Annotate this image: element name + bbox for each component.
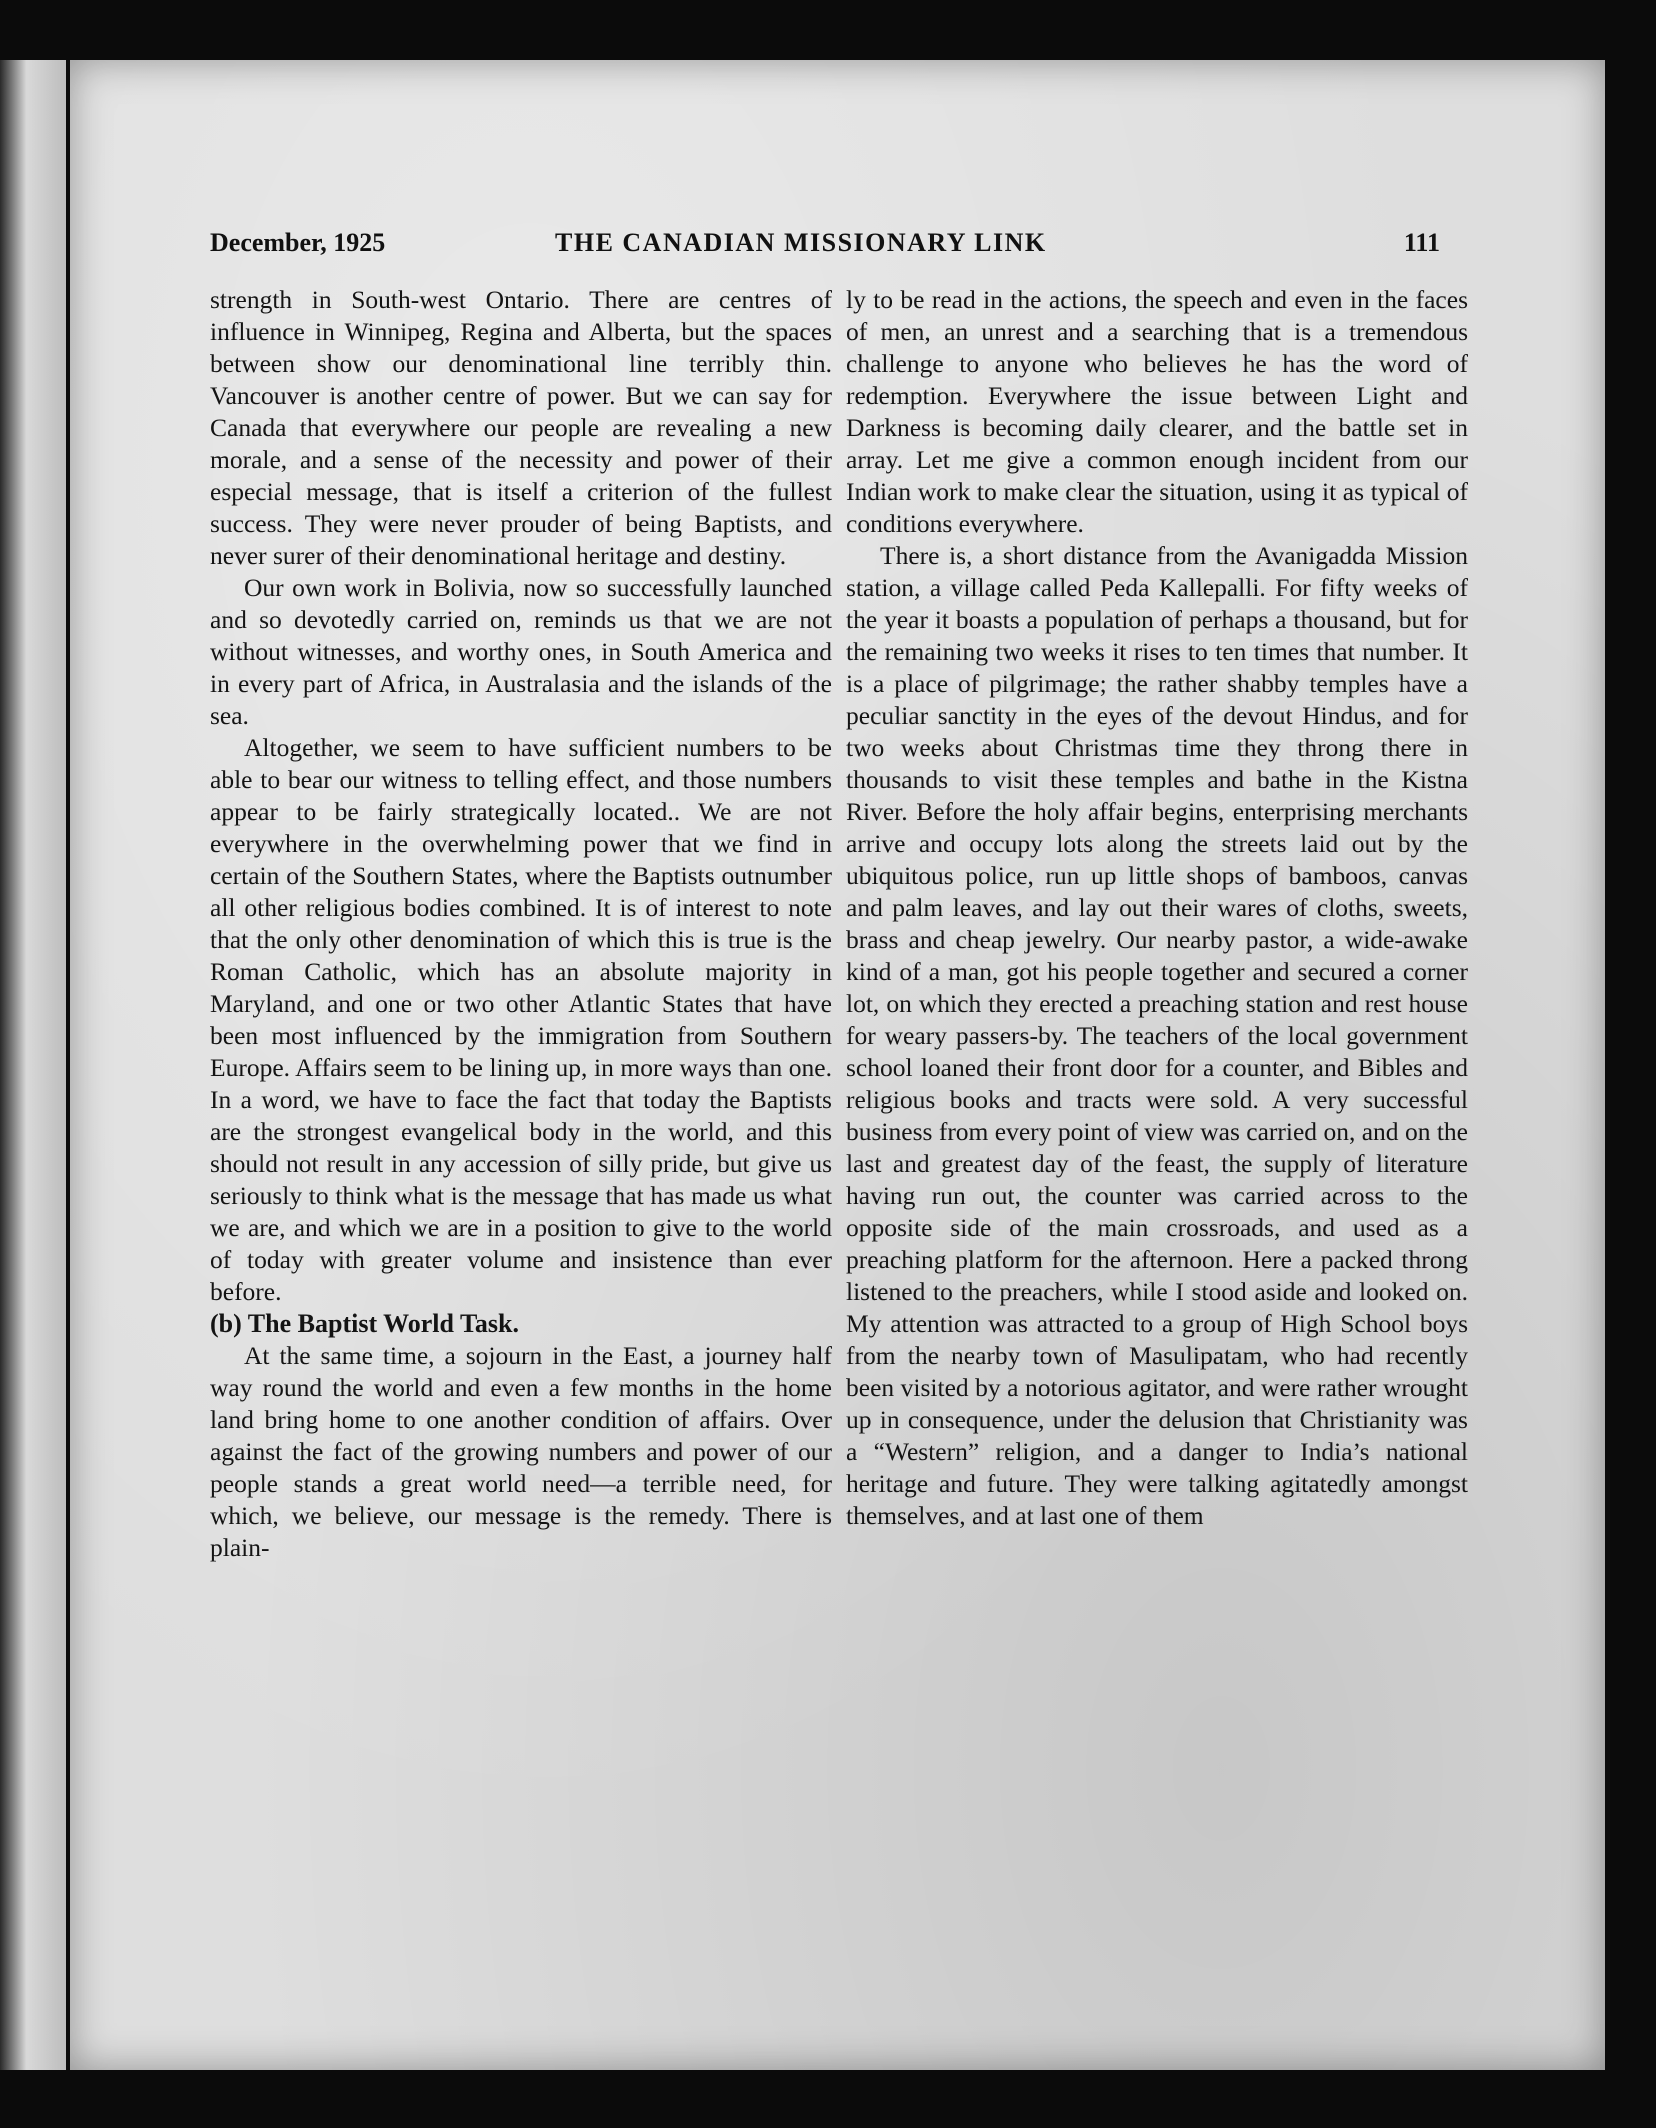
right-column <box>846 284 1468 1532</box>
left-column <box>210 284 832 1564</box>
paragraph: strength in South-west Ontario. There are centres of influence in Winnipeg, Regina and Alberta, but the spaces between show our denominational line terribly thin. Vancouver is another centre of power. But we can say for Canada that everywhere our people are revealing a new morale, and a sense of the necessity and power of their especial message, that is itself a criterion of the fullest success. They were never prouder of being Baptists, and never surer of their denominational heritage and destiny. <box>210 285 832 570</box>
paragraph: Our own work in Bolivia, now so successfully launched and so devotedly carried on, reminds us that we are not without witnesses, and worthy ones, in South America and in every part of Africa, in Australasia and the islands of the sea. <box>210 573 832 730</box>
running-header <box>210 228 1440 268</box>
paragraph: ly to be read in the actions, the speech and even in the faces of men, an unrest and a searching that is a tremendous challenge to anyone who believes he has the word of redemption. Everywhere the issue between Light and Darkness is becoming daily clearer, and the battle set in array. Let me give a common enough incident from our Indian work to make clear the situation, using it as typical of conditions everywhere. <box>846 285 1468 538</box>
section-heading: (b) The Baptist World Task. <box>210 1309 519 1338</box>
paragraph: At the same time, a sojourn in the East, a journey half way round the world and even a few months in the home land bring home to one another condition of affairs. Over against the fact of the growing numbers and power of our people stands a great world need—a terrible need, for which, we believe, our message is the remedy. There is plain- <box>210 1341 832 1562</box>
header-date: December, 1925 <box>210 228 386 257</box>
header-title: THE CANADIAN MISSIONARY LINK <box>555 228 1047 257</box>
paragraph: There is, a short distance from the Avanigadda Mission station, a village called Peda Kallepalli. For fifty weeks of the year it boasts a population of perhaps a thousand, but for the remaining two weeks it rises to ten times that number. It is a place of pilgrimage; the rather shabby temples have a peculiar sanctity in the eyes of the devout Hindus, and for two weeks about Christmas time they throng there in thousands to visit these temples and bathe in the Kistna River. Before the holy affair begins, enterprising merchants arrive and occupy lots along the streets laid out by the ubiquitous police, run up little shops of bamboos, canvas and palm leaves, and lay out their wares of cloths, sweets, brass and cheap jewelry. Our nearby pastor, a wide-awake kind of a man, got his people together and secured a corner lot, on which they erected a preaching station and rest house for weary passers-by. The teachers of the local government school loaned their front door for a counter, and Bibles and religious books and tracts were sold. A very successful business from every point of view was carried on, and on the last and greatest day of the feast, the supply of literature having run out, the counter was carried across to the opposite side of the main crossroads, and used as a preaching platform for the afternoon. Here a packed throng listened to the preachers, while I stood aside and looked on. My attention was attracted to a group of High School boys from the nearby town of Masulipatam, who had recently been visited by a notorious agitator, and were rather wrought up in consequence, under the delusion that Christianity was a “Western” religion, and a danger to India’s national heritage and future. They were talking agitatedly amongst themselves, and at last one of them <box>846 541 1468 1530</box>
facing-page-edge <box>0 60 66 2070</box>
paragraph: Altogether, we seem to have sufficient numbers to be able to bear our witness to telling effect, and those numbers appear to be fairly strategically located.. We are not everywhere in the overwhelming power that we find in certain of the Southern States, where the Baptists outnumber all other religious bodies combined. It is of interest to note that the only other denomination of which this is true is the Roman Catholic, which has an absolute majority in Maryland, and one or two other Atlantic States that have been most influenced by the immigration from Southern Europe. Affairs seem to be lining up, in more ways than one. In a word, we have to face the fact that today the Baptists are the strongest evangelical body in the world, and this should not result in any accession of silly pride, but give us seriously to think what is the message that has made us what we are, and which we are in a position to give to the world of today with greater volume and insistence than ever before. <box>210 733 832 1306</box>
header-page-number: 111 <box>1403 228 1440 257</box>
